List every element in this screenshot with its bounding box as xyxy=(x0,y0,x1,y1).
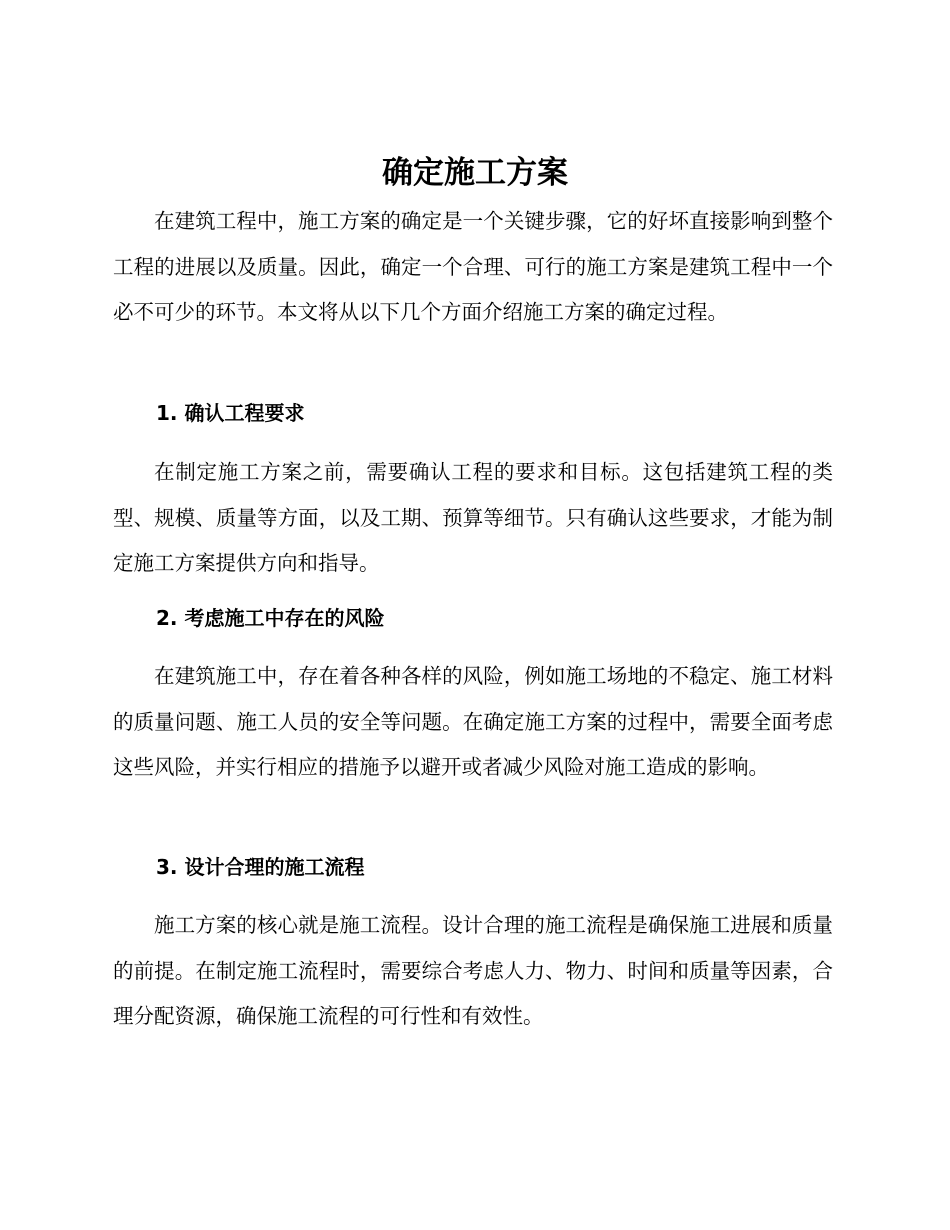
intro-paragraph: 在建筑工程中，施工方案的确定是一个关键步骤，它的好坏直接影响到整个工程的进展以及质量。因此，确定一个合理、可行的施工方案是建筑工程中一个必不可少的环节。本文将从以下几个方面介绍施工方案的确定过程。 xyxy=(113,209,833,324)
section-heading-3: 3. 设计合理的施工流程 xyxy=(156,855,365,879)
section-heading-1: 1. 确认工程要求 xyxy=(156,401,305,425)
document-title: 确定施工方案 xyxy=(382,155,568,191)
section-body-2: 在建筑施工中，存在着各种各样的风险，例如施工场地的不稳定、施工材料的质量问题、施工人员的安全等问题。在确定施工方案的过程中，需要全面考虑这些风险，并实行相应的措施予以避开或者减少风险对施工造成的影响。 xyxy=(113,664,833,779)
section-body-1: 在制定施工方案之前，需要确认工程的要求和目标。这包括建筑工程的类型、规模、质量等方面，以及工期、预算等细节。只有确认这些要求，才能为制定施工方案提供方向和指导。 xyxy=(113,460,833,575)
section-heading-2: 2. 考虑施工中存在的风险 xyxy=(156,606,385,630)
section-body-3: 施工方案的核心就是施工流程。设计合理的施工流程是确保施工进展和质量的前提。在制定施工流程时，需要综合考虑人力、物力、时间和质量等因素，合理分配资源，确保施工流程的可行性和有效性。 xyxy=(113,913,833,1028)
